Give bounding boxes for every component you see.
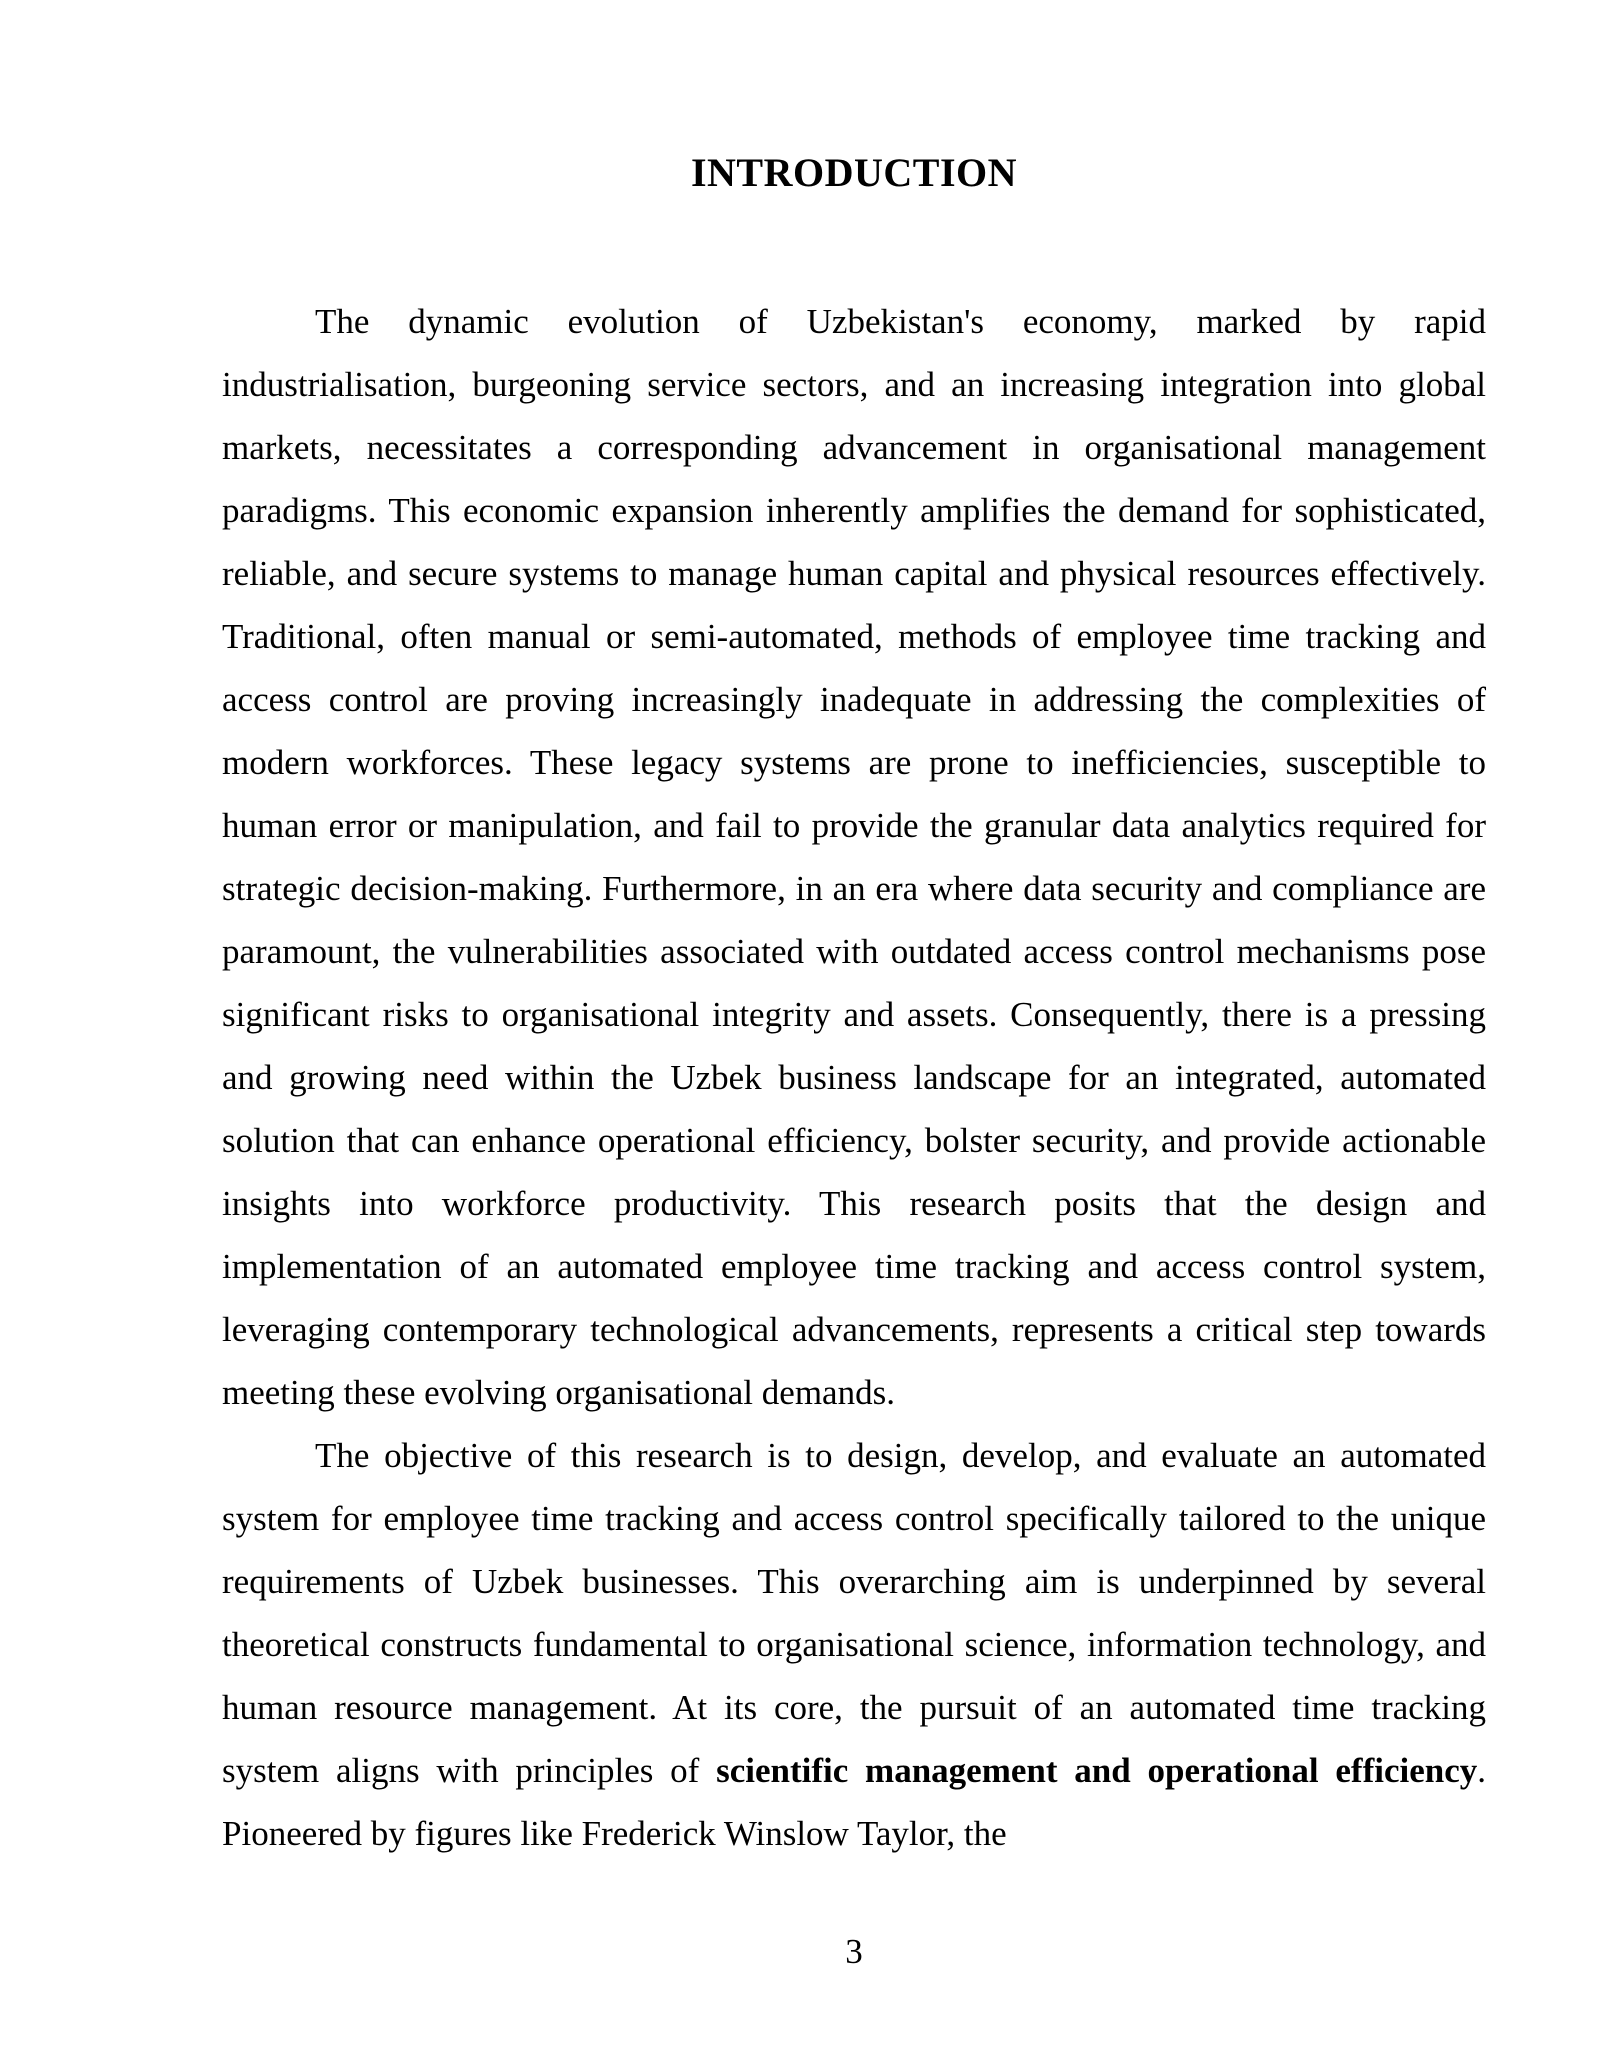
paragraph-2-text-start: The objective of this research is to design, develop, and evaluate an automated system for employee time tracking and access control specifically tailored to the unique requirements of Uzbek businesses. This overarching aim is underpinned by several theoretical constructs fundamental to organisational science, information technology, and human resource management. At its core, the pursuit of an automated time tracking system aligns with principles of [222, 1436, 1486, 1790]
paragraph-2-bold-phrase: scientific management and operational efficiency [716, 1751, 1478, 1790]
paragraph-2 [222, 1424, 1486, 1865]
page-number: 3 [845, 1932, 863, 1971]
page-title: INTRODUCTION [690, 150, 1018, 195]
body-text [222, 290, 1486, 1865]
paragraph-1: The dynamic evolution of Uzbekistan's economy, marked by rapid industrialisation, burgeoning service sectors, and an increasing integration into global markets, necessitates a corresponding advancement in organisational management paradigms. This economic expansion inherently amplifies the demand for sophisticated, reliable, and secure systems to manage human capital and physical resources effectively. Traditional, often manual or semi-automated, methods of employee time tracking and access control are proving increasingly inadequate in addressing the complexities of modern workforces. These legacy systems are prone to inefficiencies, susceptible to human error or manipulation, and fail to provide the granular data analytics required for strategic decision-making. Furthermore, in an era where data security and compliance are paramount, the vulnerabilities associated with outdated access control mechanisms pose significant risks to organisational integrity and assets. Consequently, there is a pressing and growing need within the Uzbek business landscape for an integrated, automated solution that can enhance operational efficiency, bolster security, and provide actionable insights into workforce productivity. This research posits that the design and implementation of an automated employee time tracking and access control system, leveraging contemporary technological advancements, represents a critical step towards meeting these evolving organisational demands. [222, 302, 1486, 1412]
paragraph-2-text-end: . Pioneered by figures like Frederick Winslow Taylor, the [222, 1751, 1486, 1853]
